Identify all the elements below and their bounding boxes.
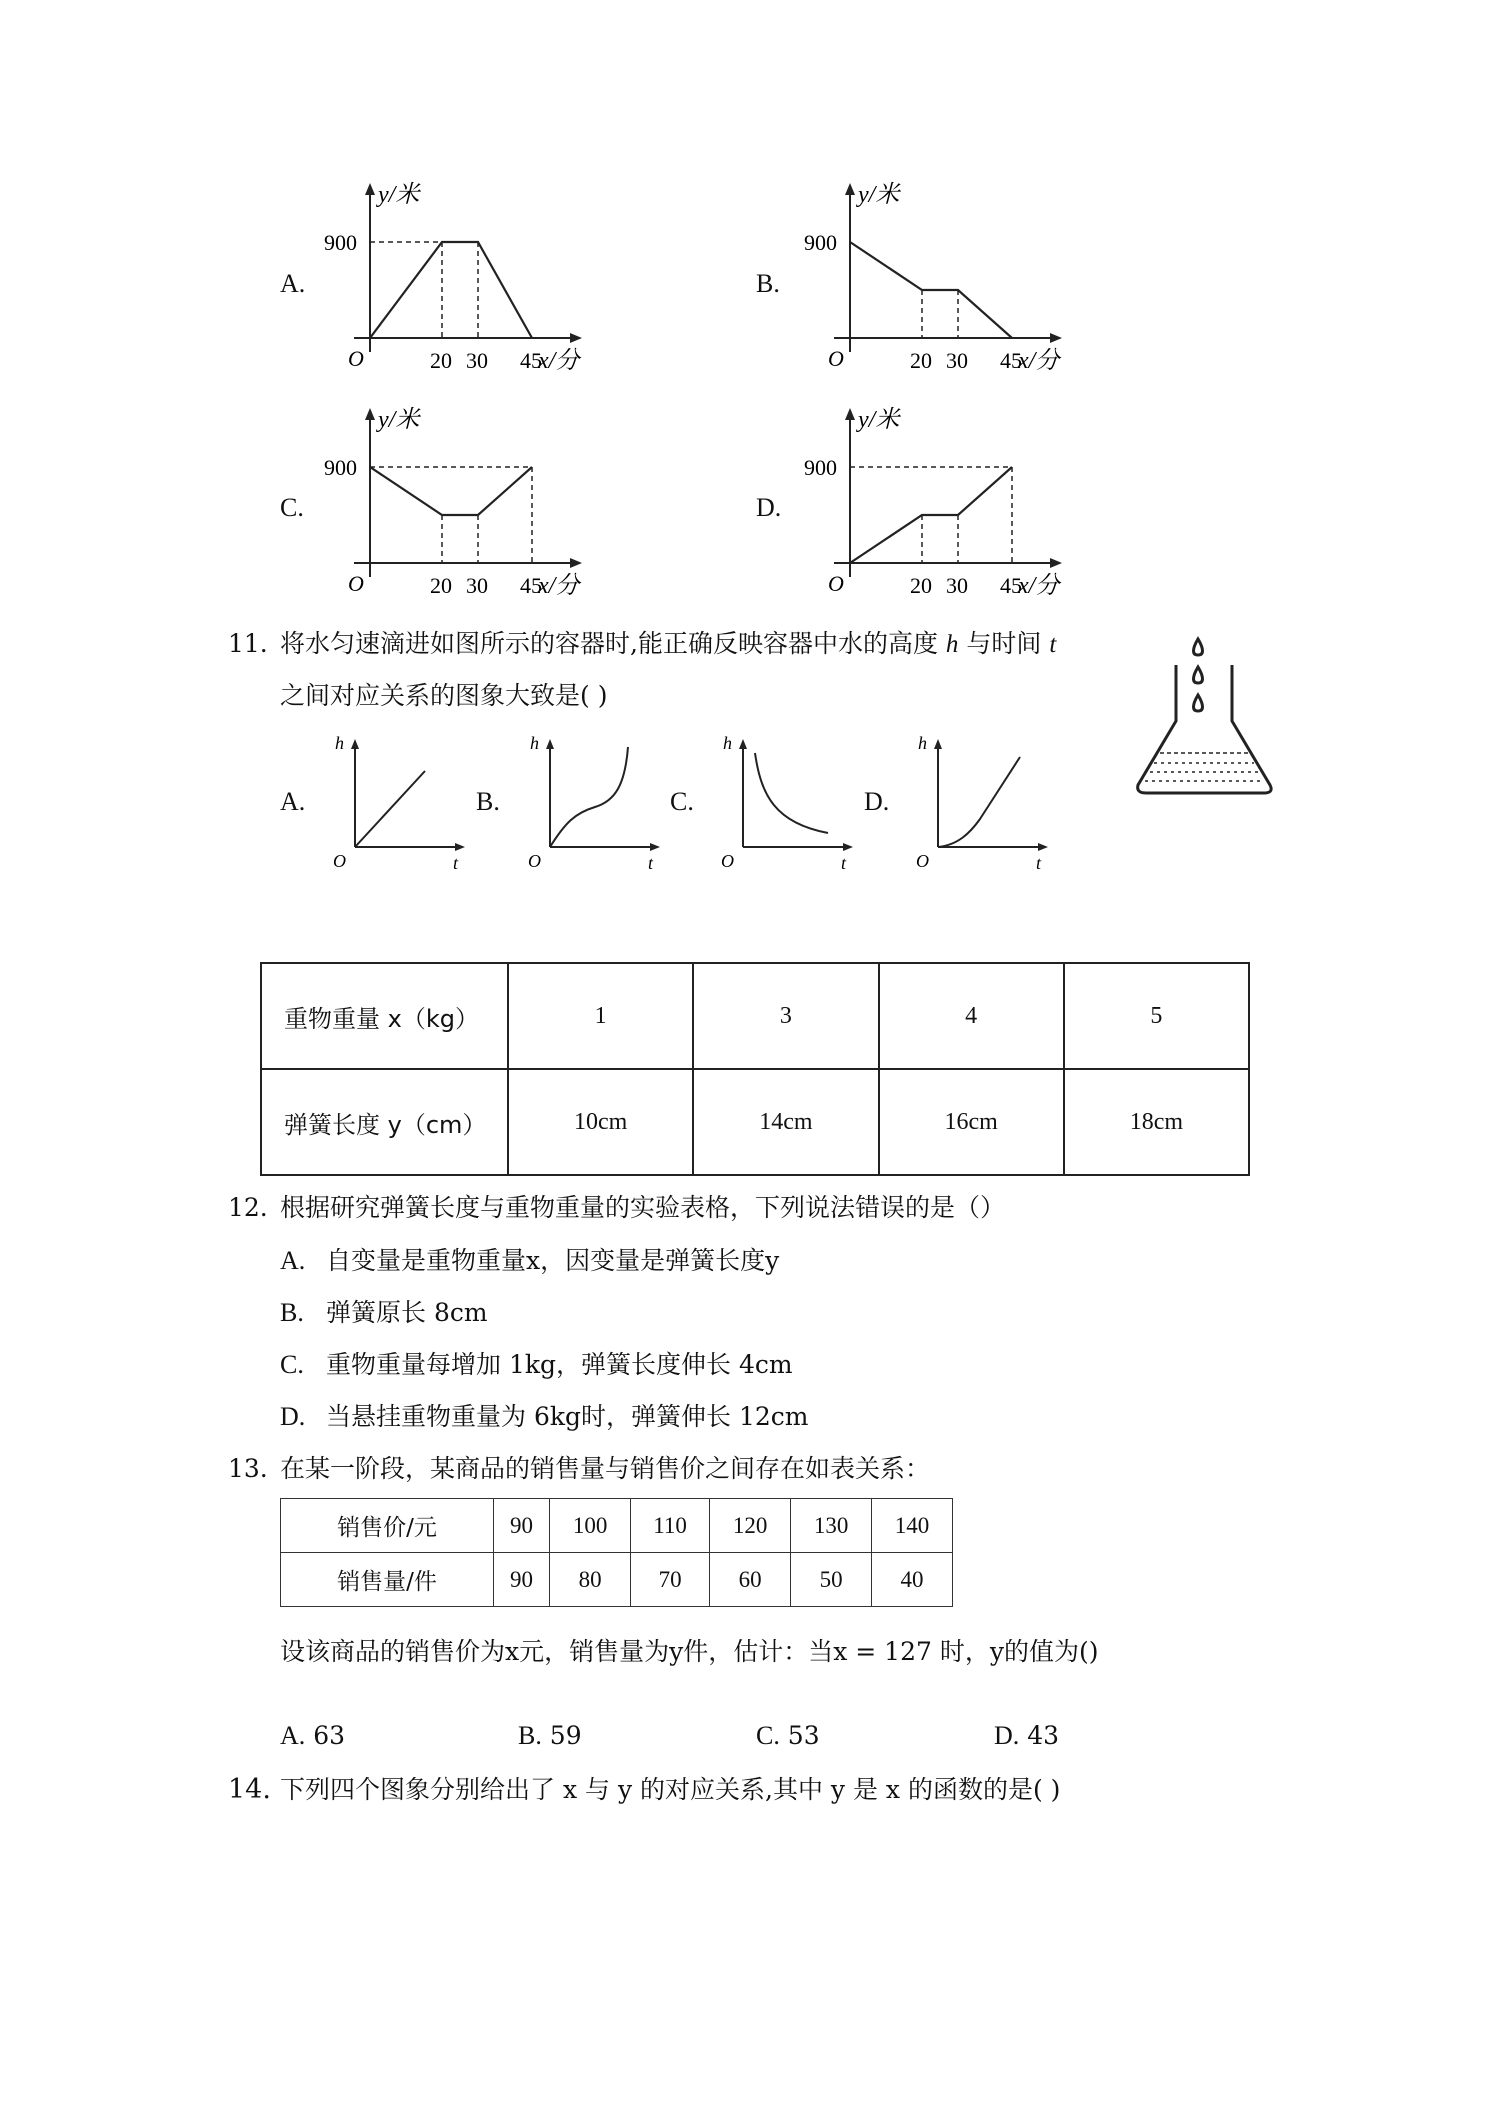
table-cell: 1 (508, 963, 693, 1069)
graph-line (850, 242, 1012, 338)
x-axis-label: x/分 (1018, 348, 1060, 374)
y-tick-900: 900 (324, 230, 357, 255)
origin-label: O (348, 346, 364, 371)
table-cell: 110 (631, 1499, 710, 1553)
y-axis-arrow (845, 408, 855, 420)
table-cell: 70 (631, 1553, 710, 1607)
y-axis-label: y/米 (378, 182, 420, 208)
q13-option-a (280, 1720, 345, 1752)
q13-option-a-value: 63 (313, 1721, 346, 1750)
x-tick-label: 20 (430, 348, 452, 373)
q11-d-h-label: h (918, 735, 927, 753)
q11-c-h-label: h (723, 735, 732, 753)
q11-curve-d (938, 757, 1020, 847)
q11-a-t-label: t (453, 853, 459, 870)
q11-b-origin: O (528, 851, 541, 870)
q11-graph-d (908, 735, 1048, 870)
table-cell: 5 (1064, 963, 1249, 1069)
q12-option-b-text: 弹簧原长 8cm (326, 1298, 488, 1327)
x-axis-label: x/分 (538, 573, 580, 599)
q12-option-a-letter: A. (280, 1246, 306, 1275)
table-cell: 4 (879, 963, 1064, 1069)
q11-graph-a (325, 735, 465, 870)
flask-outline (1138, 665, 1271, 793)
q11-b-h-label: h (530, 735, 539, 753)
q11-a-h-label: h (335, 735, 344, 753)
table-cell: 90 (494, 1499, 550, 1553)
table-cell: 60 (710, 1553, 791, 1607)
x-axis-arrow (570, 333, 582, 343)
table-cell: 120 (710, 1499, 791, 1553)
x-axis-label: x/分 (538, 348, 580, 374)
q11-graph-c (713, 735, 853, 870)
q13-option-b-letter: B. (518, 1721, 542, 1750)
q10-graph-b (800, 180, 1090, 380)
sales-row-label: 销售量/件 (281, 1553, 494, 1607)
q12-option-b-letter: B. (280, 1298, 304, 1327)
y-axis-arrow (365, 408, 375, 420)
q11-option-b-letter: B. (476, 787, 500, 816)
q12-option-c-letter: C. (280, 1350, 304, 1379)
q10-option-b-letter: B. (756, 269, 780, 298)
graph-line (370, 467, 532, 515)
graph-line (370, 242, 532, 338)
x-tick-label: 45 (520, 573, 542, 598)
x-tick-label: 20 (910, 348, 932, 373)
origin-label: O (828, 571, 844, 596)
q11-curve-c (755, 753, 828, 833)
q10-option-a-letter: A. (280, 269, 306, 298)
price-sales-table (280, 1498, 953, 1607)
x-tick-label: 30 (946, 573, 968, 598)
q13-question: 设该商品的销售价为x元，销售量为y件，估计：当x = 127 时，y的值为() (280, 1637, 1099, 1666)
q13-option-d (994, 1720, 1059, 1752)
q11-number: 11. (228, 629, 268, 658)
q11-option-c-letter: C. (670, 787, 694, 816)
q11-line1 (280, 628, 1056, 661)
spring-row2-label: 弹簧长度 y（cm） (261, 1069, 508, 1175)
spring-table (260, 962, 1250, 1176)
q12-option-c-text: 重物重量每增加 1kg，弹簧长度伸长 4cm (326, 1350, 793, 1379)
q11-d-t-label: t (1036, 853, 1042, 870)
q11-line1-text: 将水匀速滴进如图所示的容器时,能正确反映容器中水的高度 (280, 629, 938, 658)
flask-illustration (1130, 625, 1280, 805)
table-cell: 3 (693, 963, 878, 1069)
q11-d-origin: O (916, 851, 929, 870)
q13-option-c-letter: C. (756, 1721, 780, 1750)
y-axis-label: y/米 (378, 407, 420, 433)
q11-b-t-label: t (648, 853, 654, 870)
x-tick-label: 30 (466, 573, 488, 598)
x-tick-label: 30 (946, 348, 968, 373)
table-cell: 10cm (508, 1069, 693, 1175)
x-axis-arrow (1050, 333, 1062, 343)
table-row (261, 963, 1249, 1069)
graph-line (850, 467, 1012, 563)
table-row (281, 1553, 953, 1607)
table-cell: 140 (872, 1499, 953, 1553)
flask-water (1145, 753, 1263, 781)
q12-option-a-text: 自变量是重物重量x，因变量是弹簧长度y (326, 1246, 780, 1275)
spring-row1-label: 重物重量 x（kg） (261, 963, 508, 1069)
q14-stem: 下列四个图象分别给出了 x 与 y 的对应关系,其中 y 是 x 的函数的是( ) (280, 1775, 1061, 1804)
q13-number: 13. (228, 1454, 268, 1483)
q13-option-a-letter: A. (280, 1721, 306, 1750)
table-row (261, 1069, 1249, 1175)
q13-option-d-value: 43 (1027, 1721, 1060, 1750)
q13-option-d-letter: D. (994, 1721, 1020, 1750)
q11-option-a-letter: A. (280, 787, 306, 816)
table-row (281, 1499, 953, 1553)
x-axis-arrow (570, 558, 582, 568)
q10-graph-c (320, 405, 610, 605)
x-tick-label: 20 (430, 573, 452, 598)
q13-option-c-value: 53 (787, 1721, 820, 1750)
q14-number: 14. (228, 1774, 271, 1805)
y-axis-arrow (365, 183, 375, 195)
y-axis-label: y/米 (858, 407, 900, 433)
y-tick-900: 900 (324, 455, 357, 480)
x-tick-label: 45 (1000, 348, 1022, 373)
q10-option-c-letter: C. (280, 493, 304, 522)
table-cell: 130 (791, 1499, 872, 1553)
q11-var-h: h (945, 631, 959, 658)
q11-option-d-letter: D. (864, 787, 890, 816)
water-drops (1194, 639, 1203, 711)
y-axis-label: y/米 (858, 182, 900, 208)
x-tick-label: 45 (520, 348, 542, 373)
q11-line1-mid: 与时间 (966, 629, 1042, 658)
price-row-label: 销售价/元 (281, 1499, 494, 1553)
q12-number: 12. (228, 1193, 268, 1222)
q13-option-b-value: 59 (549, 1721, 582, 1750)
q11-curve-a (355, 771, 425, 847)
q11-line2: 之间对应关系的图象大致是( ) (280, 681, 608, 710)
q11-c-t-label: t (841, 853, 847, 870)
origin-label: O (828, 346, 844, 371)
table-cell: 100 (550, 1499, 631, 1553)
table-cell: 40 (872, 1553, 953, 1607)
x-tick-label: 45 (1000, 573, 1022, 598)
q11-c-origin: O (721, 851, 734, 870)
table-cell: 50 (791, 1553, 872, 1607)
table-cell: 90 (494, 1553, 550, 1607)
table-cell: 14cm (693, 1069, 878, 1175)
x-axis-arrow (1050, 558, 1062, 568)
q10-graph-d (800, 405, 1090, 605)
x-axis-label: x/分 (1018, 573, 1060, 599)
q11-var-t: t (1049, 631, 1057, 658)
q13-option-b (518, 1720, 582, 1752)
y-tick-900: 900 (804, 230, 837, 255)
origin-label: O (348, 571, 364, 596)
q12-option-d-text: 当悬挂重物重量为 6kg时，弹簧伸长 12cm (326, 1402, 809, 1431)
q11-graph-b (520, 735, 660, 870)
q11-curve-b (550, 747, 628, 847)
q10-graph-a (320, 180, 610, 380)
q13-option-c (756, 1720, 820, 1752)
x-tick-label: 20 (910, 573, 932, 598)
q10-option-d-letter: D. (756, 493, 782, 522)
table-cell: 18cm (1064, 1069, 1249, 1175)
q12-stem: 根据研究弹簧长度与重物重量的实验表格，下列说法错误的是（） (280, 1193, 1006, 1222)
table-cell: 80 (550, 1553, 631, 1607)
q12-option-d-letter: D. (280, 1402, 306, 1431)
table-cell: 16cm (879, 1069, 1064, 1175)
x-tick-label: 30 (466, 348, 488, 373)
y-axis-arrow (845, 183, 855, 195)
y-tick-900: 900 (804, 455, 837, 480)
q11-a-origin: O (333, 851, 346, 870)
q13-stem: 在某一阶段，某商品的销售量与销售价之间存在如表关系： (280, 1454, 931, 1483)
